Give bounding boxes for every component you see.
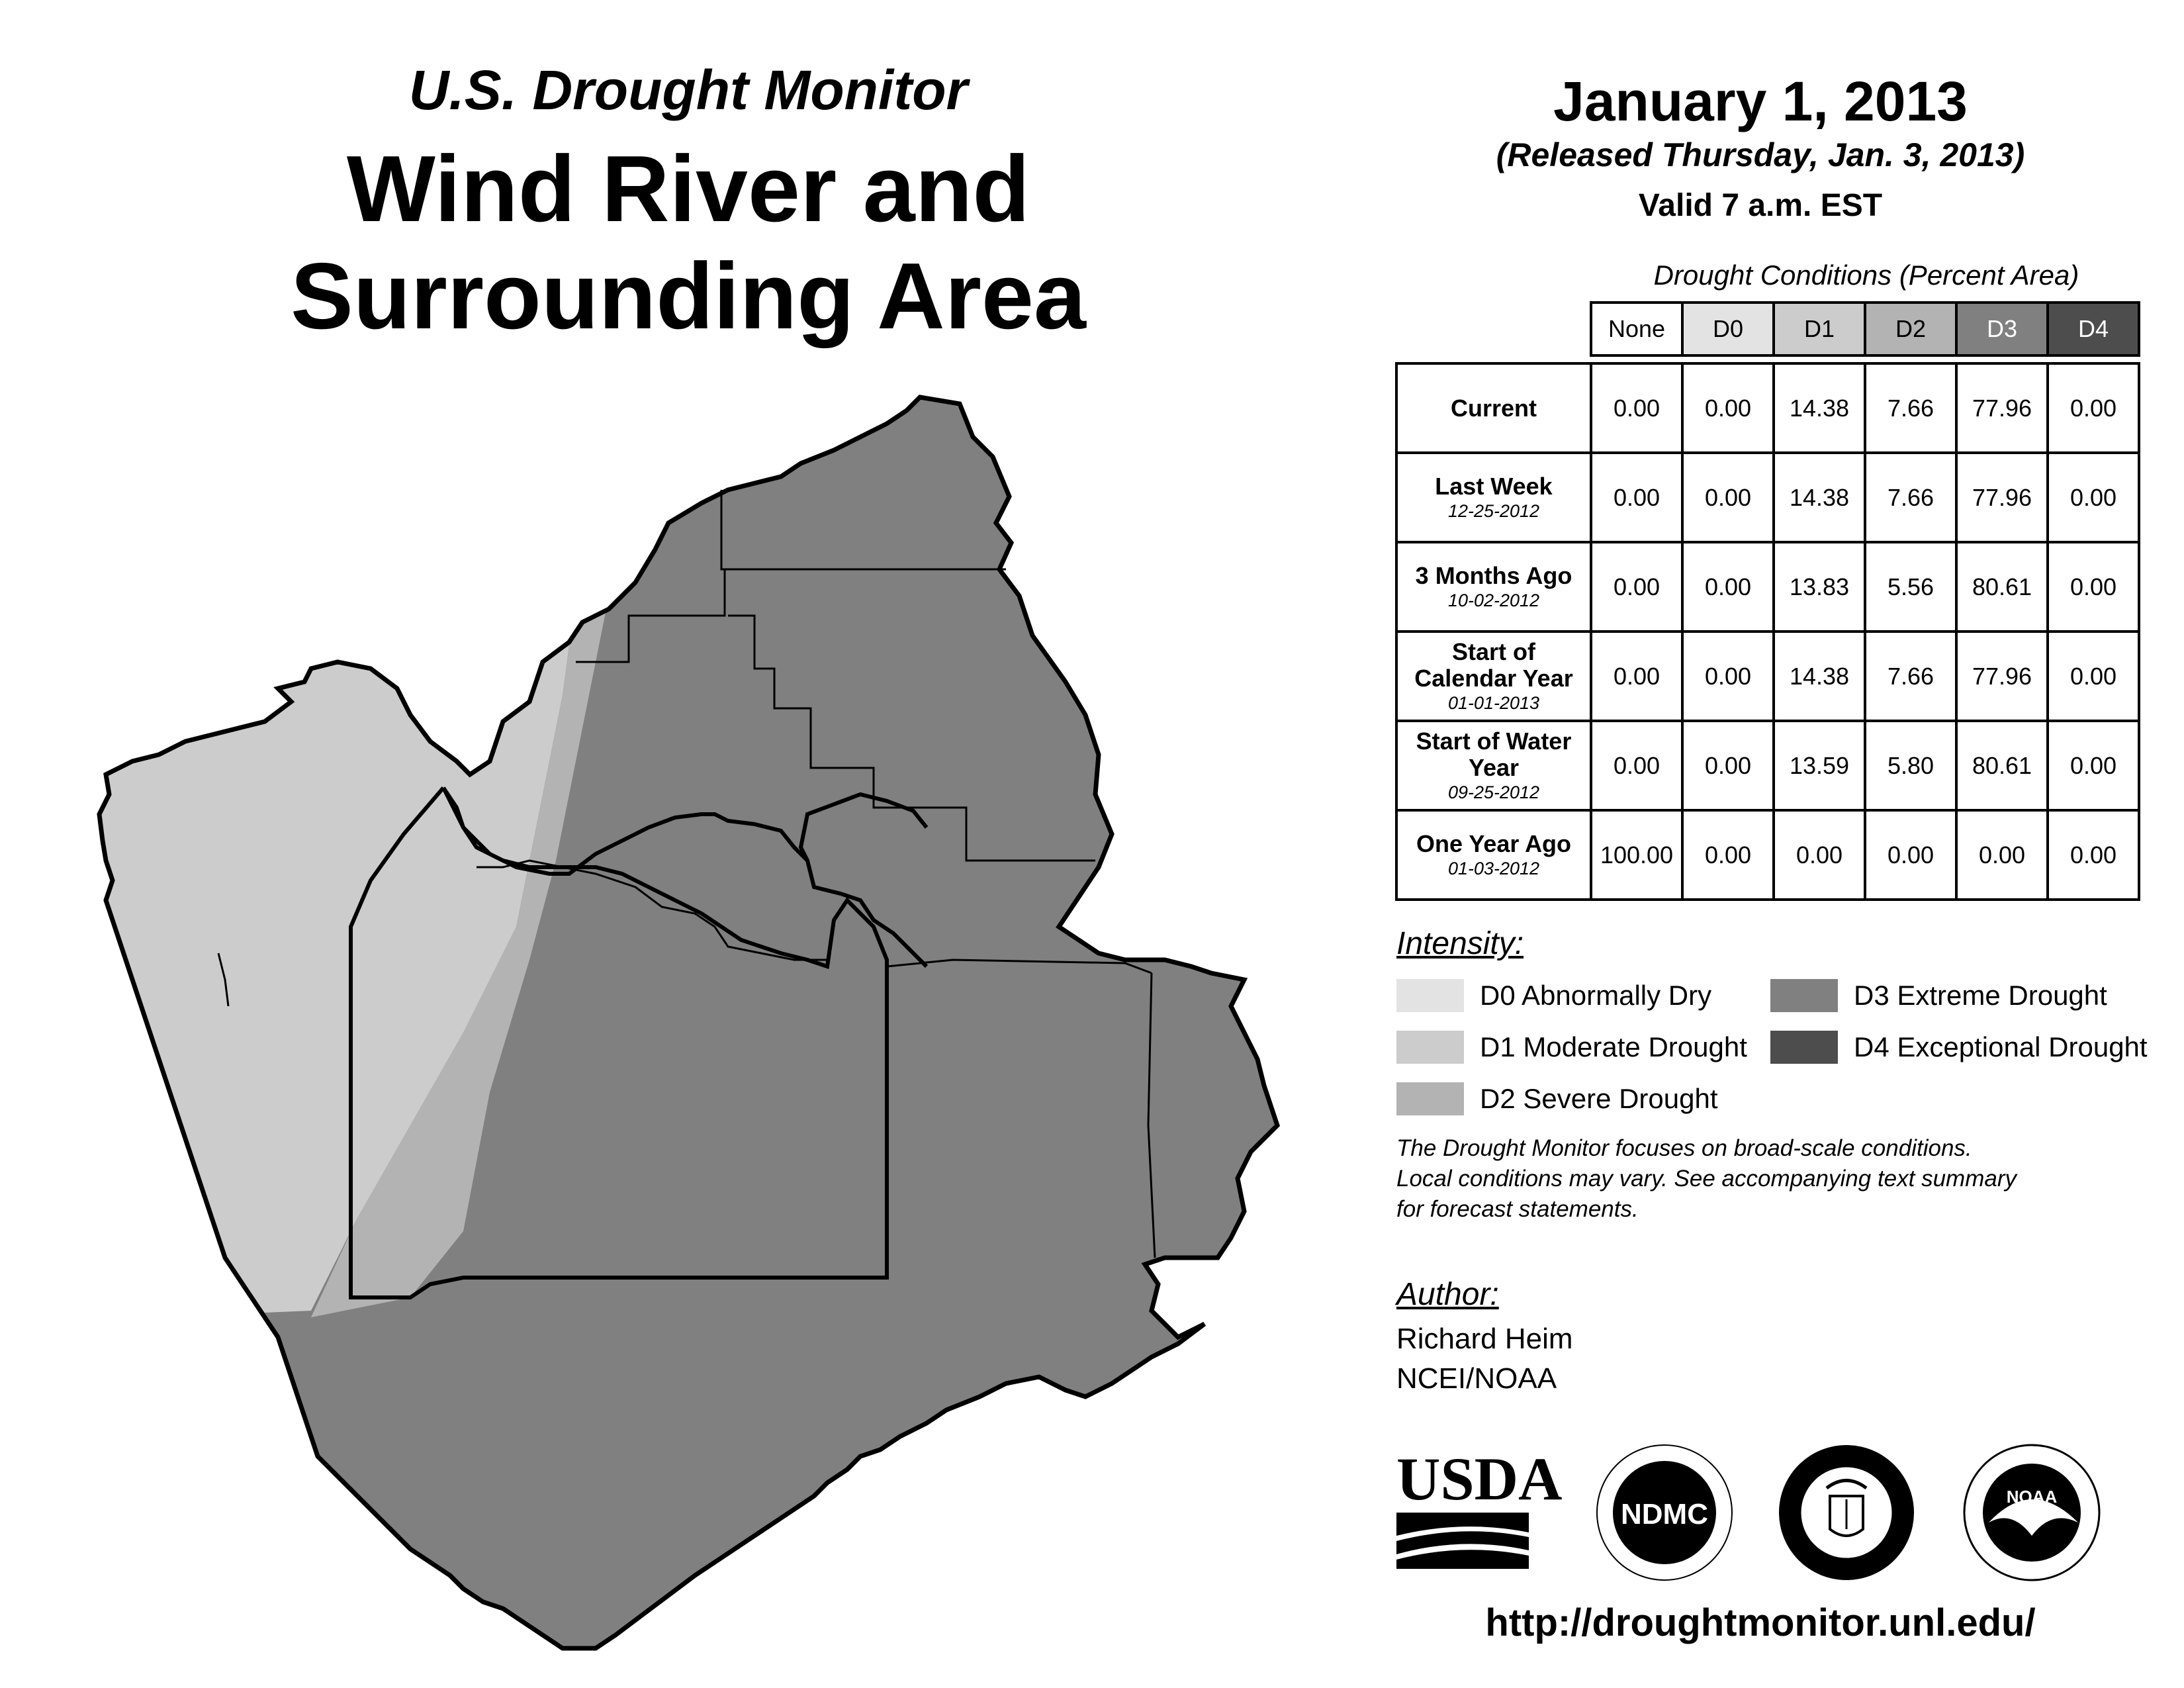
table-cell: 80.61 xyxy=(1956,542,2048,632)
table-cell: 5.56 xyxy=(1865,542,1956,632)
valid-time: Valid 7 a.m. EST xyxy=(1638,188,1883,223)
table-corner xyxy=(1396,303,1591,355)
table-row xyxy=(1396,542,2139,632)
disclaimer-line: for forecast statements. xyxy=(1396,1196,1639,1222)
table-cell: 14.38 xyxy=(1774,453,1865,542)
table-cell: 100.00 xyxy=(1591,810,1682,900)
table-row xyxy=(1396,632,2139,721)
row-label-text: One Year Ago xyxy=(1416,829,1572,857)
monitor-title: U.S. Drought Monitor xyxy=(408,59,968,121)
table-header-row xyxy=(1396,303,2139,355)
row-label xyxy=(1396,453,1591,542)
author-name: Richard Heim xyxy=(1396,1323,1573,1355)
table-cell: 0.00 xyxy=(2048,721,2139,810)
table-cell: 0.00 xyxy=(1591,721,1682,810)
table-cell: 77.96 xyxy=(1956,632,2048,721)
ndmc-logo-text: NDMC xyxy=(1621,1498,1708,1530)
usda-logo-text: USDA xyxy=(1396,1445,1563,1513)
column-header: D3 xyxy=(1956,303,2048,355)
table-cell: 0.00 xyxy=(1591,363,1682,453)
legend-item-d3 xyxy=(1770,978,2107,1013)
row-date: 09-25-2012 xyxy=(1447,782,1540,802)
disclaimer-line: The Drought Monitor focuses on broad-scale conditions. xyxy=(1396,1135,1972,1161)
legend-item-d4 xyxy=(1770,1030,2148,1064)
region-title-line1: Wind River and xyxy=(346,136,1030,242)
intensity-heading: Intensity: xyxy=(1396,926,1524,961)
table-cell: 0.00 xyxy=(1682,721,1774,810)
spacer-cell xyxy=(1956,355,2048,363)
column-header: D1 xyxy=(1774,303,1865,355)
region-title xyxy=(225,136,1152,350)
table-cell: 77.96 xyxy=(1956,363,2048,453)
table-cell: 0.00 xyxy=(1682,810,1774,900)
spacer-cell xyxy=(1774,355,1865,363)
map-date: January 1, 2013 xyxy=(1553,70,1968,132)
author-heading: Author: xyxy=(1396,1277,1499,1312)
table-cell: 0.00 xyxy=(2048,632,2139,721)
drought-conditions-table xyxy=(1395,301,2140,901)
ndmc-logo xyxy=(1597,1445,1732,1580)
column-header: D2 xyxy=(1865,303,1956,355)
table-cell: 77.96 xyxy=(1956,453,2048,542)
table-cell: 0.00 xyxy=(1682,632,1774,721)
table-cell: 13.83 xyxy=(1774,542,1865,632)
table-cell: 13.59 xyxy=(1774,721,1865,810)
legend-item-d0 xyxy=(1396,978,1711,1013)
legend-swatch-d2 xyxy=(1396,1082,1464,1115)
table-cell: 0.00 xyxy=(2048,810,2139,900)
legend-label: D4 Exceptional Drought xyxy=(1854,1031,2148,1062)
row-label-text: Last Week xyxy=(1435,472,1553,500)
table-spacer-row xyxy=(1396,355,2139,363)
table-row xyxy=(1396,363,2139,453)
legend-swatch-d4 xyxy=(1770,1031,1838,1064)
row-label xyxy=(1396,721,1591,810)
region-title-line2: Surrounding Area xyxy=(291,244,1086,349)
table-row xyxy=(1396,721,2139,810)
table-cell: 0.00 xyxy=(2048,453,2139,542)
table-cell: 5.80 xyxy=(1865,721,1956,810)
footer-url[interactable]: http://droughtmonitor.unl.edu/ xyxy=(1485,1601,2036,1644)
column-header: None xyxy=(1591,303,1682,355)
row-label-text: Start of Water Year xyxy=(1416,727,1572,781)
table-cell: 0.00 xyxy=(1591,632,1682,721)
table-cell: 0.00 xyxy=(1774,810,1865,900)
table-cell: 14.38 xyxy=(1774,363,1865,453)
row-label-text: Start of Calendar Year xyxy=(1414,637,1573,692)
commerce-seal xyxy=(1779,1445,1914,1580)
legend-swatch-d3 xyxy=(1770,979,1838,1012)
legend-label: D2 Severe Drought xyxy=(1480,1083,1718,1114)
table-cell: 0.00 xyxy=(1956,810,2048,900)
table-row xyxy=(1396,810,2139,900)
row-label-text: 3 Months Ago xyxy=(1415,561,1572,589)
table-cell: 0.00 xyxy=(1591,542,1682,632)
table-caption: Drought Conditions (Percent Area) xyxy=(1653,259,2079,291)
row-date: 12-25-2012 xyxy=(1447,500,1540,521)
disclaimer-line: Local conditions may vary. See accompanying text summary xyxy=(1396,1166,2017,1192)
column-header: D0 xyxy=(1682,303,1774,355)
table-cell: 0.00 xyxy=(1682,453,1774,542)
row-label xyxy=(1396,542,1591,632)
legend-item-d1 xyxy=(1396,1030,1747,1064)
table-cell: 7.66 xyxy=(1865,453,1956,542)
legend-swatch-d0 xyxy=(1396,979,1464,1012)
table-cell: 0.00 xyxy=(2048,363,2139,453)
row-date: 01-01-2013 xyxy=(1447,692,1540,713)
legend-label: D3 Extreme Drought xyxy=(1854,980,2107,1011)
legend-swatch-d1 xyxy=(1396,1031,1464,1064)
noaa-logo-text: NOAA xyxy=(2006,1487,2058,1507)
legend-label: D1 Moderate Drought xyxy=(1480,1031,1747,1062)
spacer-cell xyxy=(2048,355,2139,363)
table-row xyxy=(1396,453,2139,542)
spacer-cell xyxy=(1865,355,1956,363)
legend-item-d2 xyxy=(1396,1082,1718,1116)
table-cell: 0.00 xyxy=(1682,542,1774,632)
agency-logos xyxy=(1390,1436,2151,1589)
disclaimer xyxy=(1396,1133,2158,1225)
row-date: 01-03-2012 xyxy=(1447,858,1540,878)
row-label xyxy=(1396,810,1591,900)
spacer-cell xyxy=(1682,355,1774,363)
table-cell: 14.38 xyxy=(1774,632,1865,721)
release-date: (Released Thursday, Jan. 3, 2013) xyxy=(1496,136,2025,173)
spacer-cell xyxy=(1396,355,1591,363)
row-label-text: Current xyxy=(1450,394,1537,422)
table-cell: 0.00 xyxy=(1865,810,1956,900)
author-org: NCEI/NOAA xyxy=(1396,1362,1557,1395)
table-cell: 7.66 xyxy=(1865,632,1956,721)
row-label xyxy=(1396,632,1591,721)
column-header: D4 xyxy=(2048,303,2139,355)
legend-label: D0 Abnormally Dry xyxy=(1480,980,1712,1011)
table-cell: 0.00 xyxy=(2048,542,2139,632)
row-date: 10-02-2012 xyxy=(1447,590,1540,610)
spacer-cell xyxy=(1591,355,1682,363)
row-label xyxy=(1396,363,1591,453)
table-cell: 7.66 xyxy=(1865,363,1956,453)
table-cell: 0.00 xyxy=(1682,363,1774,453)
usda-logo xyxy=(1396,1445,1562,1569)
noaa-seal xyxy=(1964,1445,2099,1580)
table-cell: 0.00 xyxy=(1591,453,1682,542)
table-cell: 80.61 xyxy=(1956,721,2048,810)
